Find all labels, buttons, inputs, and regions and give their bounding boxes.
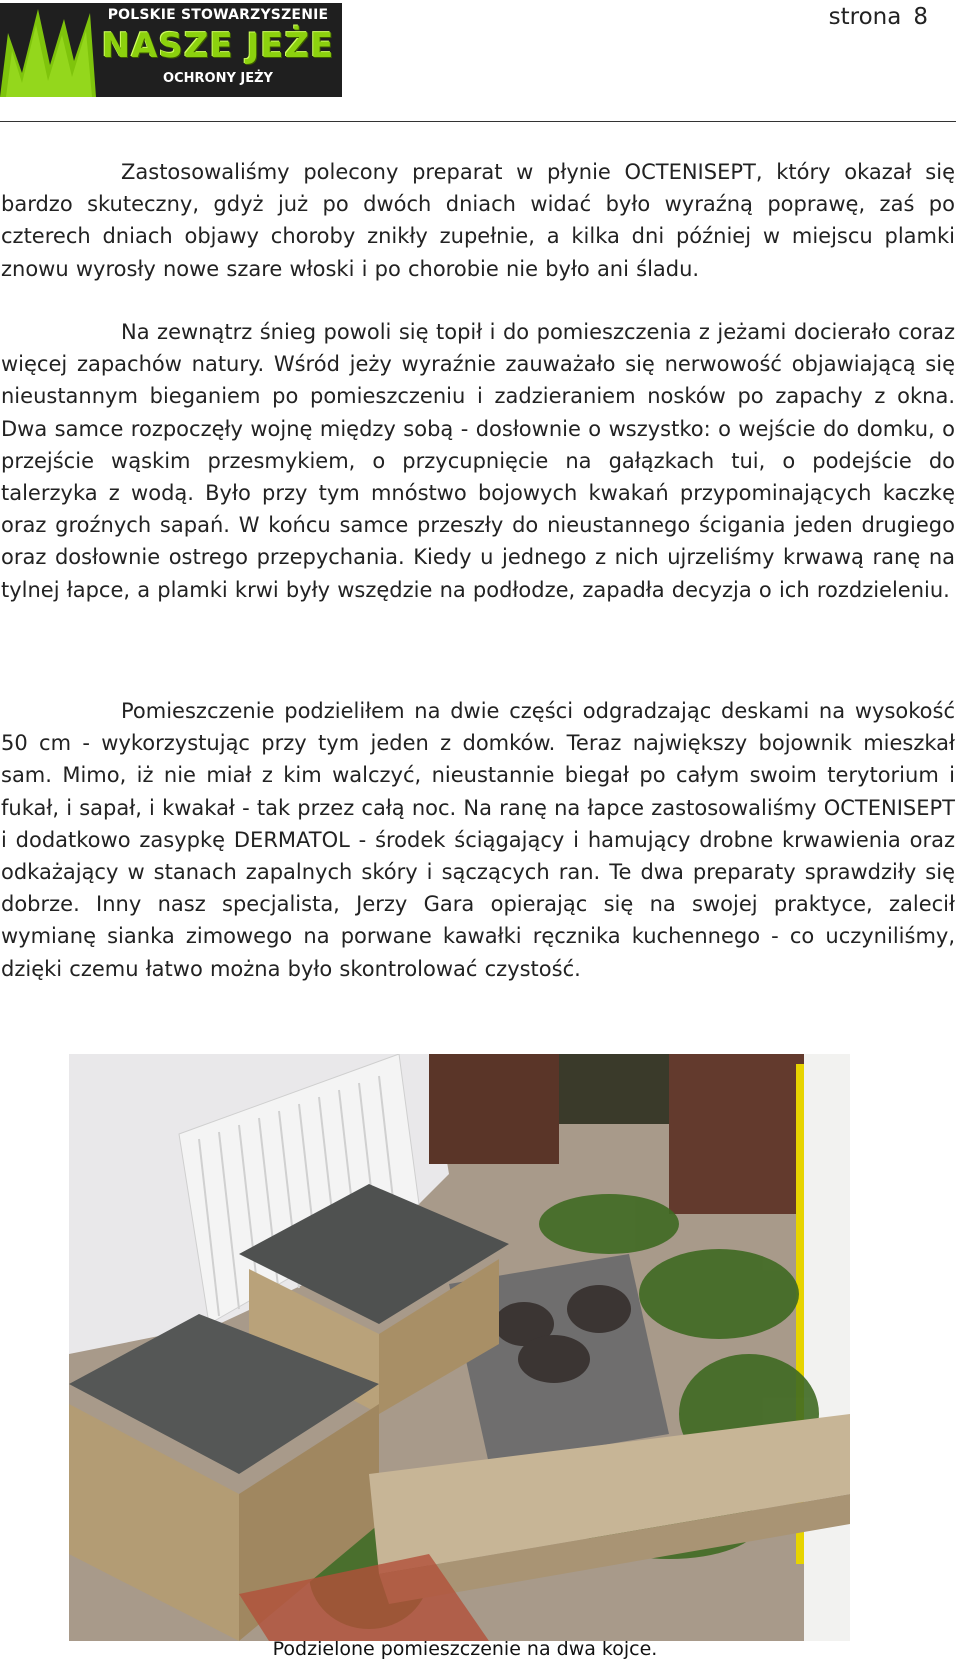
paragraph-1-text: Zastosowaliśmy polecony preparat w płynie OCTENISEPT, który okazał się bardzo skuteczny, gdyż już po dwóch dniach widać było wyraźną poprawę, zaś po czterech dniach objawy choroby znikły zupełnie, a kilka dni później w miejscu plamki znowu wyrosły nowe szare włoski i po chorobie nie było ani śladu. xyxy=(1,160,955,281)
paragraph-3-text: Pomieszczenie podzieliłem na dwie części odgradzając deskami na wysokość 50 cm - wykorzystując przy tym jeden z domków. Teraz największy bojownik mieszkał sam. Mimo, iż nie miał z kim walczyć, nieustannie biegał po całym swoim terytorium i fukał, i sapał, i kwakał - tak przez całą noc. Na ranę na łapce zastosowaliśmy OCTENISEPT i dodatkowo zasypkę DERMATOL - środek ściągający i hamujący drobne krwawienia oraz odkażający w stanach zapalnych skóry i sączących ran. Te dwa preparaty sprawdziły się dobrze. Inny nasz specjalista, Jerzy Gara opierając się na swojej praktyce, zalecił wymianę sianka zimowego na porwane kawałki ręcznika kuchennego - co uczyniliśmy, dzięki czemu łatwo można było skontrolować czystość. xyxy=(1,699,955,981)
logo-line-protection: OCHRONY JEŻY xyxy=(163,71,273,86)
paragraph-1 xyxy=(1,156,955,285)
page-label: strona xyxy=(828,4,902,30)
logo-line-association: POLSKIE STOWARZYSZENIE xyxy=(107,7,329,23)
header-divider xyxy=(0,121,956,122)
photo-caption: Podzielone pomieszczenie na dwa kojce. xyxy=(272,1638,658,1660)
organization-logo xyxy=(0,3,342,97)
photo-illustration xyxy=(69,1054,850,1641)
logo-spikes-graphic xyxy=(0,3,100,97)
paragraph-3 xyxy=(1,695,955,985)
paragraph-2-text: Na zewnątrz śnieg powoli się topił i do pomieszczenia z jeżami docierało coraz więcej zapachów natury. Wśród jeży wyraźnie zauważało się nerwowość objawiającą się nieustannym bieganiem po pomieszczeniu i zadzieraniem nosków po zapachy z okna. Dwa samce rozpoczęły wojnę między sobą - dosłownie o wszystko: o wejście do domku, o przejście wąskim przesmykiem, o przycupnięcie na gałązkach tui, o podejście do talerzyka z wodą. Było przy tym mnóstwo bojowych kwakań przypominających kaczkę oraz groźnych sapań. W końcu samce przeszły do nieustannego ścigania jeden drugiego oraz dosłownie ostrego przepychania. Kiedy u jednego z nich ujrzeliśmy krwawą ranę na tylnej łapce, a plamki krwi były wszędzie na podłodze, zapadła decyzja o ich rozdzieleniu. xyxy=(1,320,955,602)
page-number xyxy=(829,4,928,30)
page-number-value: 8 xyxy=(913,4,928,30)
paragraph-2 xyxy=(1,316,955,606)
hedgehog-enclosure-photo xyxy=(69,1054,850,1641)
logo-line-name: NASZE JEŻE xyxy=(101,26,335,66)
